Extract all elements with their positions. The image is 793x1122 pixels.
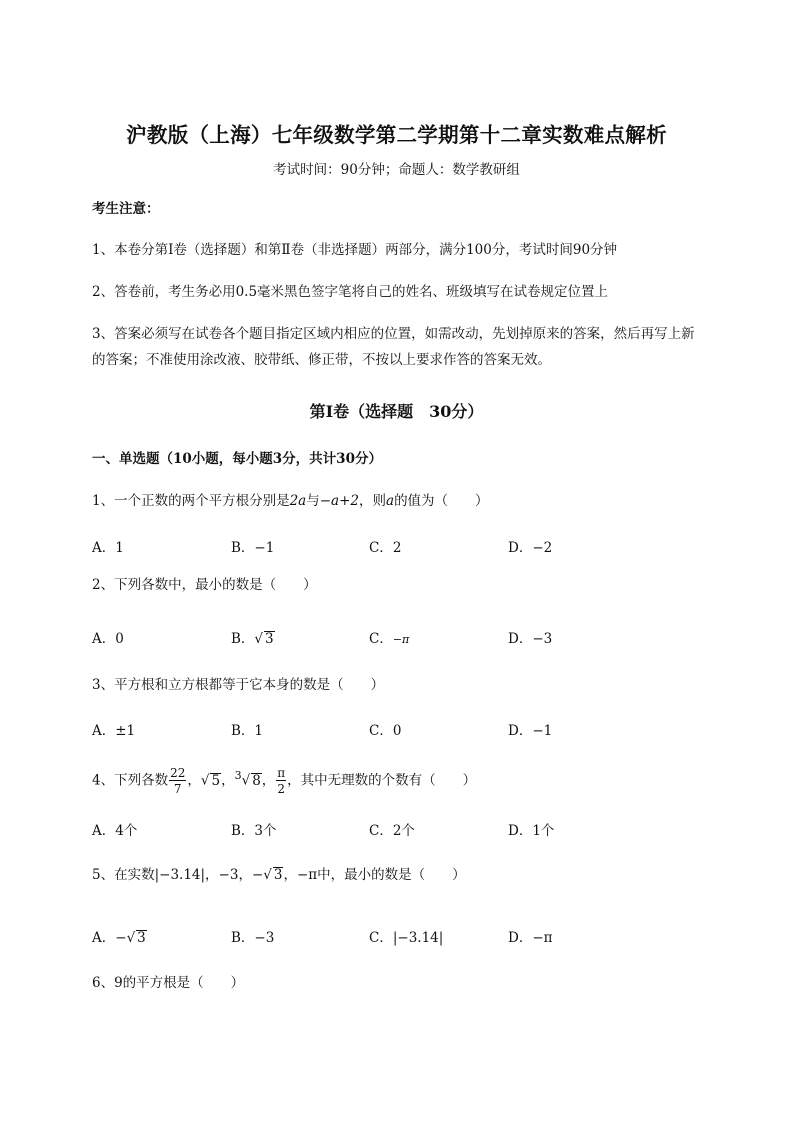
q2-option-d[interactable]: D．−3 (508, 631, 553, 647)
question-2: 2、下列各数中，最小的数是（ ） (92, 577, 317, 593)
q4-fraction-1-den: 7 (173, 782, 182, 796)
q4-option-a[interactable]: A．4个 (92, 823, 138, 839)
q4-fraction-2-den: 2 (277, 782, 286, 796)
q2-options (92, 627, 742, 647)
q5-radicand: 3 (273, 867, 283, 883)
question-5: 5、在实数|−3.14|，−3，−√ 3，−π中，最小的数是（ ） (92, 867, 466, 883)
q2-option-b-radicand: 3 (265, 631, 274, 647)
q1-option-b[interactable]: B．−1 (231, 540, 275, 556)
q3-option-c[interactable]: C．0 (369, 723, 402, 739)
question-3: 3、平方根和立方根都等于它本身的数是（ ） (92, 677, 385, 693)
q1-option-c[interactable]: C．2 (369, 540, 402, 556)
part-heading: 一、单选题（10小题，每小题3分，共计30分） (92, 451, 382, 467)
q3-options (92, 719, 742, 739)
q1-expr-2: −a+2 (319, 493, 359, 509)
q1-text-mid: 与 (306, 493, 320, 509)
q4-cube-index: 3 (234, 769, 242, 782)
q5-option-a-radicand: 3 (137, 930, 146, 946)
note-item-3-cont: 的答案；不准使用涂改液、胶带纸、修正带，不按以上要求作答的答案无效。 (92, 352, 551, 368)
page-title: 沪教版（上海）七年级数学第二学期第十二章实数难点解析 (126, 123, 667, 147)
q4-options (92, 819, 742, 839)
q4-option-c[interactable]: C．2个 (369, 823, 415, 839)
q1-text-post2: 的值为（ ） (394, 493, 489, 509)
section-title: 第Ⅰ卷（选择题 30分） (309, 402, 484, 421)
note-item-2: 2、答卷前，考生务必用0.5毫米黑色签字笔将自己的姓名、班级填写在试卷规定位置上 (92, 284, 609, 300)
q3-option-b[interactable]: B．1 (231, 723, 264, 739)
q4-text-post: ，其中无理数的个数有（ ） (287, 772, 477, 789)
q1-var: a (386, 493, 395, 509)
q4-text-pre: 4、下列各数 (92, 772, 169, 789)
q5-option-d[interactable]: D．−π (508, 930, 553, 946)
question-6: 6、9的平方根是（ ） (92, 975, 245, 991)
q2-option-a[interactable]: A．0 (92, 631, 124, 647)
note-item-3: 3、答案必须写在试卷各个题目指定区域内相应的位置，如需改动，先划掉原来的答案，然后再写上新 (92, 326, 695, 342)
q4-fraction-2-num: π (277, 766, 286, 780)
q5-text-post: ，−π中，最小的数是（ ） (283, 867, 466, 883)
exam-info: 考试时间：90分钟；命题人：数学教研组 (273, 162, 520, 178)
question-1 (92, 488, 742, 515)
q4-sep-1: ， (187, 772, 201, 789)
q1-options (92, 536, 742, 556)
q4-fraction-1 (169, 767, 186, 795)
q3-option-d[interactable]: D．−1 (508, 723, 553, 739)
q1-text-pre: 1、一个正数的两个平方根分别是 (92, 493, 290, 509)
notes-heading: 考生注意： (92, 201, 160, 217)
q4-option-d[interactable]: D．1个 (508, 823, 555, 839)
q1-option-a[interactable]: A．1 (92, 540, 124, 556)
q5-option-b[interactable]: B．−3 (231, 930, 275, 946)
q1-option-d[interactable]: D．−2 (508, 540, 553, 556)
q2-option-c-label: C． (369, 631, 393, 647)
q2-option-c[interactable] (369, 627, 409, 647)
q1-text-post1: ，则 (359, 493, 386, 509)
q4-fraction-2 (276, 767, 286, 795)
q1-expr-1: 2a (289, 493, 307, 509)
q5-option-a[interactable]: A．−√ 3 (92, 930, 146, 946)
q2-option-c-value: −π (392, 633, 410, 646)
q2-option-b-label: B． (231, 631, 255, 647)
q5-options (92, 926, 742, 946)
q5-option-a-label: A．− (92, 930, 127, 946)
q4-sep-2: ， (221, 772, 235, 789)
note-item-1: 1、本卷分第Ⅰ卷（选择题）和第Ⅱ卷（非选择题）两部分，满分100分，考试时间90分钟 (92, 242, 618, 258)
question-4: 4、下列各数 $\frac{22}{7}$ ，√ 5，$^3$√ 8， $\frac{\pi}{2}$ ，其中无理数的个数有（ ） (92, 766, 477, 796)
q3-option-a[interactable]: A．±1 (92, 723, 136, 739)
q4-radicand-2: 8 (252, 772, 261, 789)
q4-option-b[interactable]: B．3个 (231, 823, 277, 839)
q4-fraction-1-num: 22 (170, 766, 186, 780)
q5-option-c[interactable]: C．|−3.14| (369, 930, 444, 946)
q2-option-b[interactable]: B．√ 3 (231, 631, 274, 647)
q4-sep-3: ， (261, 772, 276, 789)
q5-text-pre: 5、在实数|−3.14|，−3，− (92, 867, 264, 883)
q4-radicand-1: 5 (211, 772, 221, 789)
